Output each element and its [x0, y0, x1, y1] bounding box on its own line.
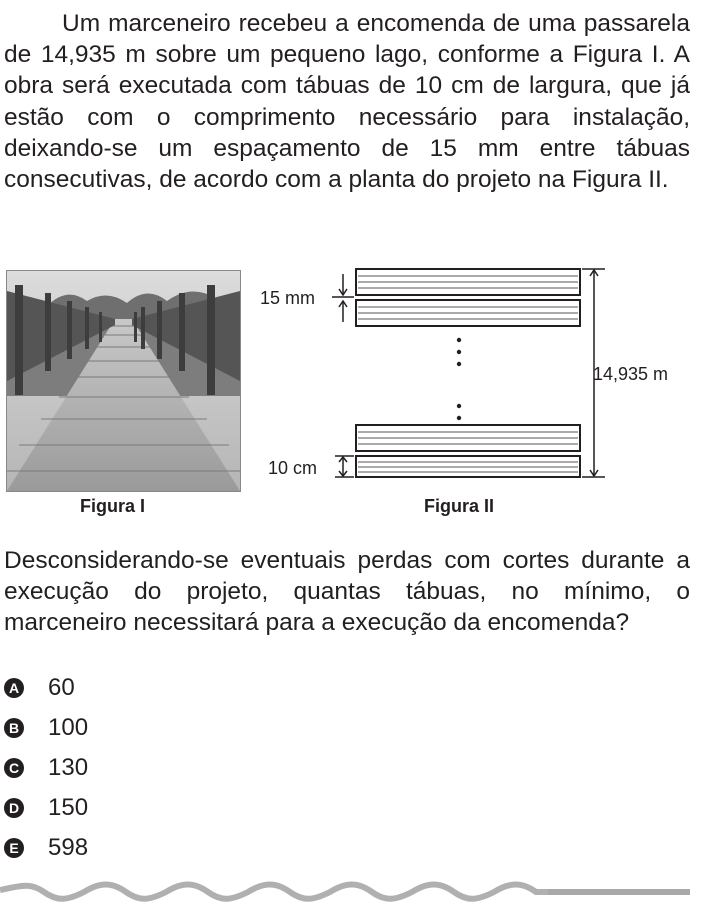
- option-b[interactable]: [4, 708, 88, 748]
- boardwalk-photo: [6, 270, 241, 492]
- option-letter-badge: B: [4, 718, 24, 738]
- option-letter-badge: C: [4, 758, 24, 778]
- penultimate-plank: [356, 425, 580, 451]
- option-letter-badge: E: [4, 838, 24, 858]
- option-value: 130: [48, 754, 89, 781]
- figure-2-caption: Figura II: [424, 496, 495, 516]
- question-text: Desconsiderando-se eventuais perdas com cortes durante a execução do projeto, quantas tábuas, no mínimo, o marceneiro necessitará para a execução da encomenda?: [4, 547, 690, 637]
- total-length-label: 14,935 m: [593, 364, 669, 384]
- second-plank: [356, 300, 580, 326]
- option-value: 100: [48, 714, 89, 741]
- option-value: 150: [48, 794, 89, 821]
- option-a[interactable]: [4, 668, 88, 708]
- top-plank: [356, 269, 580, 295]
- option-e[interactable]: [4, 828, 88, 868]
- board-width-label: 10 cm: [268, 458, 318, 478]
- gap-dimension-label: 15 mm: [260, 288, 316, 308]
- plank-layout-diagram: [255, 262, 695, 492]
- decorative-divider: [0, 878, 701, 912]
- figure-1-caption: Figura I: [80, 496, 146, 516]
- problem-statement: Um marceneiro recebeu a encomenda de uma passarela de 14,935 m sobre um pequeno lago, conforme a Figura I. A obra será executada com tábuas de 10 cm de largura, que já estão com o comprimento necessário para instalação, deixando-se um espaçamento de 15 mm entre tábuas consecutivas, de acordo com a planta do projeto na Figura II.: [4, 10, 690, 194]
- option-value: 60: [48, 674, 75, 701]
- option-letter-badge: A: [4, 678, 24, 698]
- option-c[interactable]: [4, 748, 88, 788]
- last-plank: [356, 456, 580, 477]
- option-d[interactable]: [4, 788, 88, 828]
- option-letter-badge: D: [4, 798, 24, 818]
- option-value: 598: [48, 834, 89, 861]
- answer-options: [4, 668, 88, 868]
